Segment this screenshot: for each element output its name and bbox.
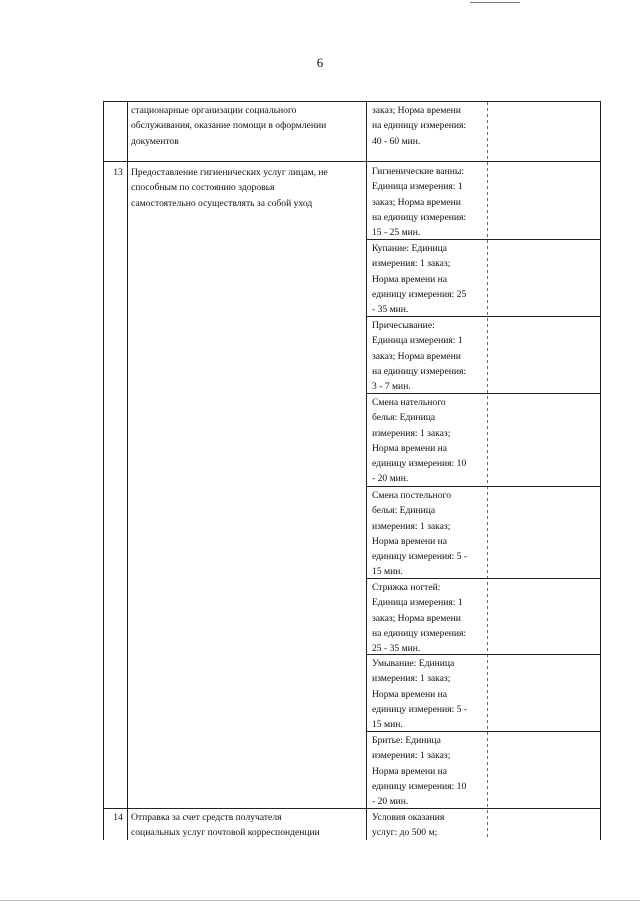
norm-cell: Стрижка ногтей: Единица измерения: 1 заказ; Норма времени на единицу измерения: 25 - 35 мин. bbox=[372, 582, 467, 655]
row-number: 13 bbox=[113, 167, 123, 178]
column-divider bbox=[600, 102, 601, 840]
column-divider bbox=[127, 102, 128, 840]
norm-cell: Гигиенические ванны: Единица измерения: 1 заказ; Норма времени на единицу измерения: 15 - 25 мин. bbox=[372, 166, 467, 239]
norm-cell: Смена нательного белья: Единица измерения: 1 заказ; Норма времени на единицу измерения: 10 - 20 мин. bbox=[372, 397, 467, 485]
row-number: 14 bbox=[113, 812, 123, 823]
norm-cell: Купание: Единица измерения: 1 заказ; Норма времени на единицу измерения: 25 - 35 мин. bbox=[372, 243, 467, 316]
service-cell: Предоставление гигиенических услуг лицам, не способным по состоянию здоровья самостоятельно осуществлять за собой уход bbox=[131, 167, 328, 209]
norm-cell: заказ; Норма времени на единицу измерения: 40 - 60 мин. bbox=[372, 105, 467, 147]
norm-cell: Умывание: Единица измерения: 1 заказ; Норма времени на единицу измерения: 5 - 15 мин. bbox=[372, 658, 468, 731]
norm-divider bbox=[366, 239, 601, 240]
service-cell: Отправка за счет средств получателя социальных услуг почтовой корреспонденции bbox=[131, 812, 320, 839]
page-number: 6 bbox=[316, 55, 324, 70]
services-table bbox=[103, 101, 601, 840]
norm-cell: Бритье: Единица измерения: 1 заказ; Норма времени на единицу измерения: 10 - 20 мин. bbox=[372, 735, 467, 808]
row-divider bbox=[104, 808, 601, 809]
scan-edge bbox=[0, 900, 640, 901]
norm-cell: Смена постельного белья: Единица измерения: 1 заказ; Норма времени на единицу измерения: 5 - 15 мин. bbox=[372, 490, 468, 578]
row-divider bbox=[104, 161, 601, 162]
column-divider bbox=[366, 102, 367, 840]
norm-divider bbox=[366, 393, 601, 394]
norm-cell: Причесывание: Единица измерения: 1 заказ; Норма времени на единицу измерения: 3 - 7 мин. bbox=[372, 320, 467, 393]
norm-divider bbox=[366, 578, 601, 579]
norm-divider bbox=[366, 486, 601, 487]
norm-divider bbox=[366, 654, 601, 655]
service-cell: стационарные организации социального обслуживания, оказание помощи в оформлении документов bbox=[131, 105, 327, 147]
norm-divider bbox=[366, 316, 601, 317]
scan-mark bbox=[470, 2, 520, 3]
norm-cell: Условия оказания услуг: до 500 м; bbox=[372, 812, 445, 839]
norm-divider bbox=[366, 731, 601, 732]
